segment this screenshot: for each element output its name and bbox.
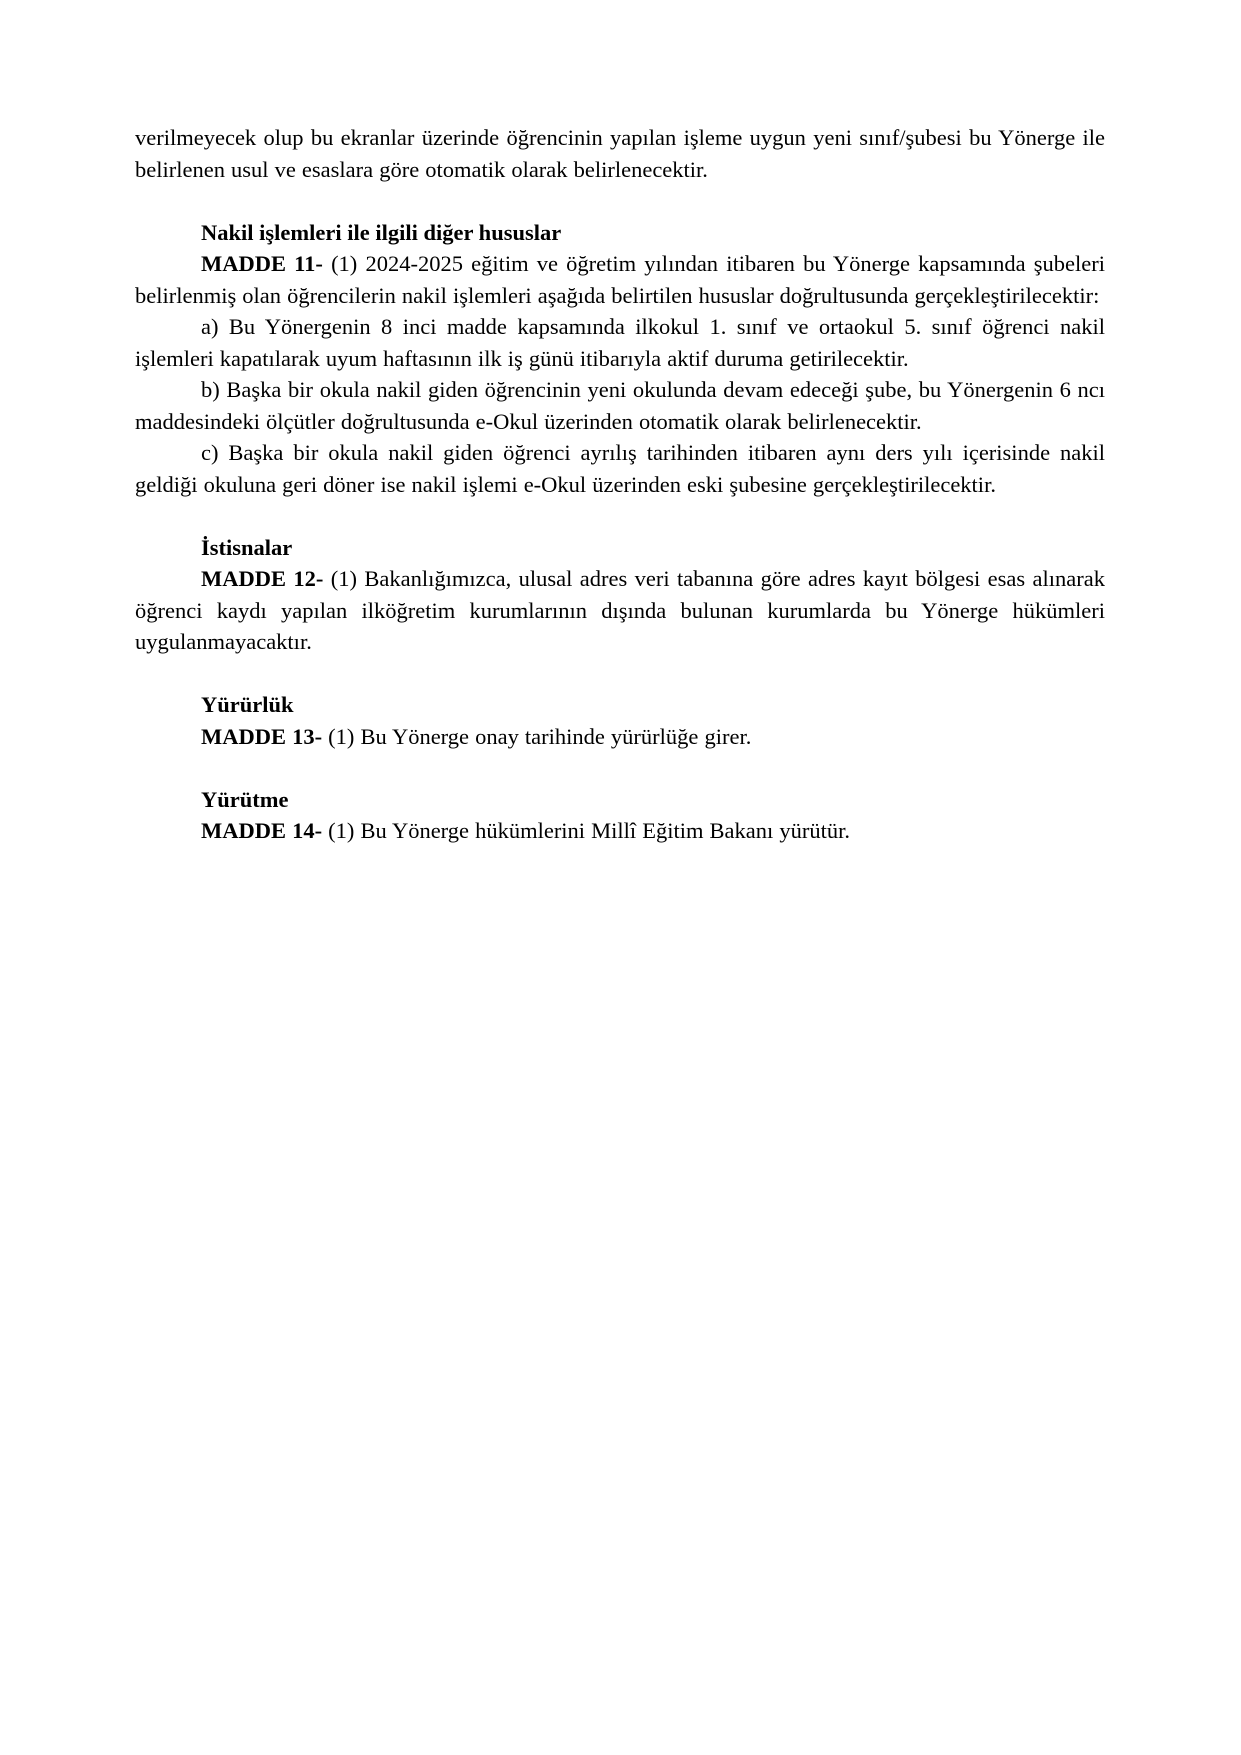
- heading-istisnalar: İstisnalar: [201, 534, 293, 560]
- paragraph-madde-14: [135, 815, 1105, 847]
- paragraph-madde-11: [135, 248, 1105, 311]
- paragraph-continuation: verilmeyecek olup bu ekranlar üzerinde öğrencinin yapılan işleme uygun yeni sınıf/şubesi bu Yönerge ile belirlenen usul ve esaslara göre otomatik olarak belirlenecektir.: [135, 125, 1105, 182]
- paragraph-item-c: c) Başka bir okula nakil giden öğrenci ayrılış tarihinden itibaren aynı ders yılı içerisinde nakil geldiği okuluna geri döner ise nakil işlemi e-Okul üzerinden eski şubesine gerçekleştirilecektir.: [135, 440, 1105, 497]
- madde-12-label: MADDE 12-: [201, 566, 324, 591]
- madde-11-body-text: (1) 2024-2025 eğitim ve öğretim yılından itibaren bu Yönerge kapsamında şubeleri belirlenmiş olan öğrencilerin nakil işlemleri aşağıda belirtilen hususlar doğrultusunda gerçekleştirilecektir:: [135, 251, 1105, 308]
- heading-yurutme: Yürütme: [201, 786, 289, 812]
- madde-12-body-text: (1) Bakanlığımızca, ulusal adres veri tabanına göre adres kayıt bölgesi esas alınarak öğrenci kaydı yapılan ilköğretim kurumlarının dışında bulunan kurumlarda bu Yönerge hükümleri uygulanmayacaktır.: [135, 566, 1105, 654]
- paragraph-item-a: a) Bu Yönergenin 8 inci madde kapsamında ilkokul 1. sınıf ve ortaokul 5. sınıf öğrenci nakil işlemleri kapatılarak uyum haftasının ilk iş günü itibarıyla aktif duruma getirilecektir.: [135, 314, 1105, 371]
- madde-13-label: MADDE 13-: [201, 723, 323, 749]
- madde-14-label: MADDE 14-: [201, 818, 323, 843]
- paragraph-madde-12: [135, 563, 1105, 658]
- madde-13-body-text: (1) Bu Yönerge onay tarihinde yürürlüğe girer.: [322, 723, 752, 749]
- heading-yururluk: Yürürlük: [201, 692, 294, 717]
- paragraph-item-b: b) Başka bir okula nakil giden öğrencinin yeni okulunda devam edeceği şube, bu Yönergenin 6 ncı maddesindeki ölçütler doğrultusunda e-Okul üzerinden otomatik olarak belirlenecektir.: [135, 377, 1105, 434]
- paragraph-madde-13: [135, 721, 1105, 753]
- madde-14-body-text: (1) Bu Yönerge hükümlerini Millî Eğitim Bakanı yürütür.: [322, 818, 850, 843]
- madde-11-label: MADDE 11-: [201, 251, 323, 276]
- heading-nakil-islemleri: Nakil işlemleri ile ilgili diğer hususlar: [201, 219, 562, 245]
